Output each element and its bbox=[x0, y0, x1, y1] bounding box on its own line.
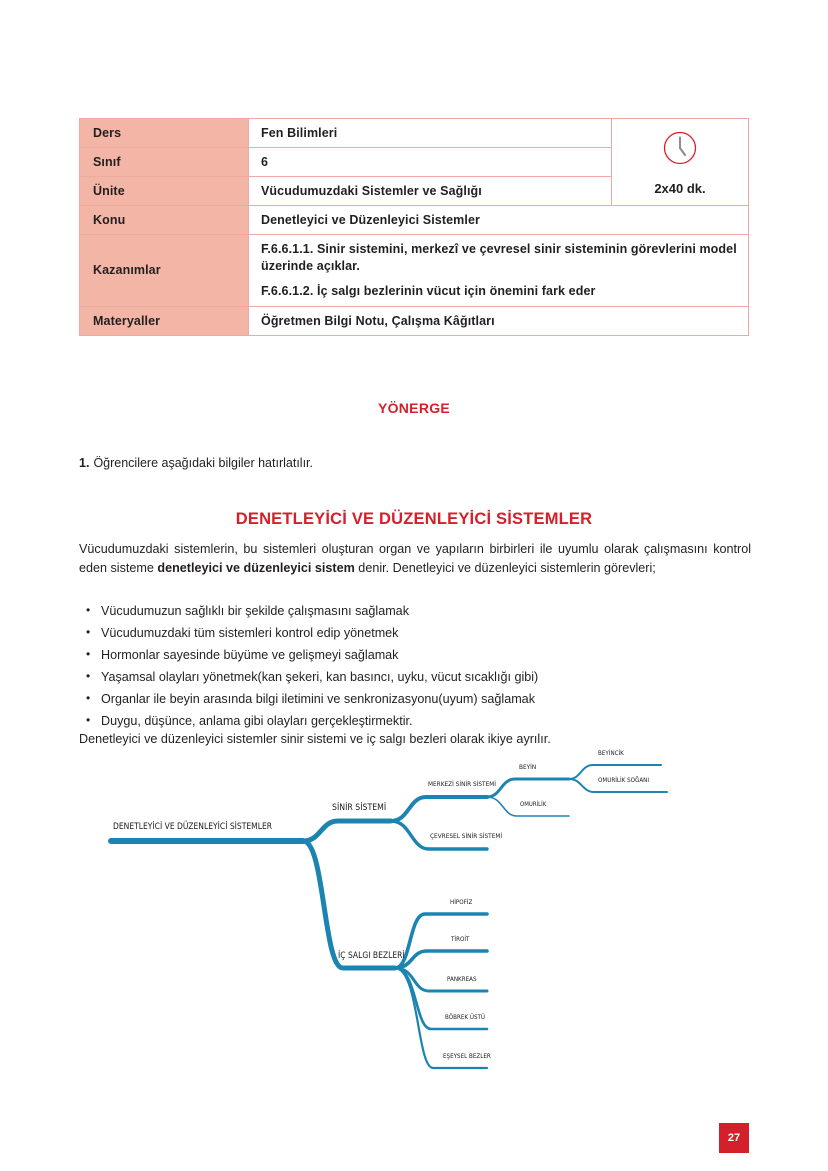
row-label-materyaller: Materyaller bbox=[80, 306, 249, 335]
step-item bbox=[79, 455, 749, 472]
mindmap-node-hipofiz: HİPOFİZ bbox=[450, 899, 473, 906]
row-label-ders: Ders bbox=[80, 119, 249, 148]
list-item: • Organlar ile beyin arasında bilgi iletimini ve senkronizasyonu(uyum) sağlamak bbox=[79, 693, 751, 706]
list-item: • Vücudumuzdaki tüm sistemleri kontrol edip yönetmek bbox=[79, 627, 751, 640]
mindmap-diagram bbox=[95, 748, 735, 1108]
clock-icon bbox=[659, 127, 701, 174]
row-label-konu: Konu bbox=[80, 206, 249, 235]
row-label-sinif: Sınıf bbox=[80, 148, 249, 177]
yonerge-heading: YÖNERGE bbox=[377, 400, 451, 416]
row-value-konu: Denetleyici ve Düzenleyici Sistemler bbox=[249, 206, 749, 235]
section-title: DENETLEYİCİ VE DÜZENLEYİCİ SİSTEMLER bbox=[235, 510, 593, 528]
list-item: • Duygu, düşünce, anlama gibi olayları gerçekleştirmektir. bbox=[79, 715, 751, 728]
mindmap-svg bbox=[95, 748, 735, 1108]
list-item: • Vücudumuzun sağlıklı bir şekilde çalışmasını sağlamak bbox=[79, 605, 751, 618]
table-row bbox=[80, 235, 749, 307]
page-number-badge: 27 bbox=[719, 1123, 749, 1153]
mindmap-node-pankreas: PANKREAS bbox=[447, 976, 477, 983]
row-value-sinif: 6 bbox=[249, 148, 612, 177]
intro-part2: denir. Denetleyici ve düzenleyici sistemlerin görevleri; bbox=[354, 561, 656, 576]
list-item: • Yaşamsal olayları yönetmek(kan şekeri, kan basıncı, uyku, vücut sıcaklığı gibi) bbox=[79, 671, 751, 684]
table-row bbox=[80, 206, 749, 235]
duration-text: 2x40 dk. bbox=[654, 180, 706, 196]
mindmap-node-sinir-sistemi: SİNİR SİSTEMİ bbox=[332, 801, 387, 812]
row-value-kazanimlar bbox=[249, 235, 749, 307]
mindmap-node-beyincik: BEYİNCİK bbox=[598, 750, 624, 757]
mindmap-node-root: DENETLEYİCİ VE DÜZENLEYİCİ SİSTEMLER bbox=[113, 820, 273, 831]
intro-part1: Vücudumuzdaki sistemlerin, bu sistemleri oluşturan organ ve yapıların birbirleri ile uyumlu olarak çalışmasını kontrol eden sisteme bbox=[79, 542, 751, 576]
row-value-unite: Vücudumuzdaki Sistemler ve Sağlığı bbox=[249, 177, 612, 206]
mindmap-node-omurilik: OMURİLİK bbox=[520, 801, 547, 808]
list-item: • Hormonlar sayesinde büyüme ve gelişmeyi sağlamak bbox=[79, 649, 751, 662]
intro-bold: denetleyici ve düzenleyici sistem bbox=[157, 561, 355, 576]
step-text: Öğrencilere aşağıdaki bilgiler hatırlatılır. bbox=[93, 456, 313, 470]
step-number: 1. bbox=[79, 456, 90, 470]
intro-paragraph bbox=[79, 540, 751, 578]
row-label-kazanimlar: Kazanımlar bbox=[80, 235, 249, 307]
closing-paragraph: Denetleyici ve düzenleyici sistemler sinir sistemi ve iç salgı bezleri olarak ikiye ayrılır. bbox=[79, 732, 551, 746]
mindmap-node-beyin: BEYİN bbox=[519, 764, 537, 771]
duties-list bbox=[79, 605, 751, 738]
mindmap-node-cevresel-sinir-sistemi: ÇEVRESEL SİNİR SİSTEMİ bbox=[430, 833, 503, 840]
duration-cell bbox=[612, 119, 749, 206]
mindmap-node-merkezi-sinir-sistemi: MERKEZİ SİNİR SİSTEMİ bbox=[428, 781, 496, 788]
row-label-unite: Ünite bbox=[80, 177, 249, 206]
mindmap-node-eseysel-bezler: EŞEYSEL BEZLER bbox=[443, 1053, 491, 1060]
mindmap-node-ic-salgi-bezleri: İÇ SALGI BEZLERİ bbox=[338, 949, 405, 960]
mindmap-node-omurilik-sogani: OMURİLİK SOĞANI bbox=[598, 777, 650, 784]
mindmap-node-tiroit: TİROİT bbox=[451, 936, 470, 943]
row-value-materyaller: Öğretmen Bilgi Notu, Çalışma Kâğıtları bbox=[249, 306, 749, 335]
row-value-ders: Fen Bilimleri bbox=[249, 119, 612, 148]
kazanim-item: F.6.6.1.2. İç salgı bezlerinin vücut için önemini fark eder bbox=[261, 284, 596, 298]
table-row bbox=[80, 119, 749, 148]
mindmap-node-bobrek-ustu: BÖBREK ÜSTÜ bbox=[445, 1014, 486, 1021]
kazanim-item: F.6.6.1.1. Sinir sistemini, merkezî ve çevresel sinir sisteminin görevlerini model üzerinde açıklar. bbox=[261, 242, 737, 273]
lesson-info-table bbox=[79, 118, 749, 336]
table-row bbox=[80, 306, 749, 335]
